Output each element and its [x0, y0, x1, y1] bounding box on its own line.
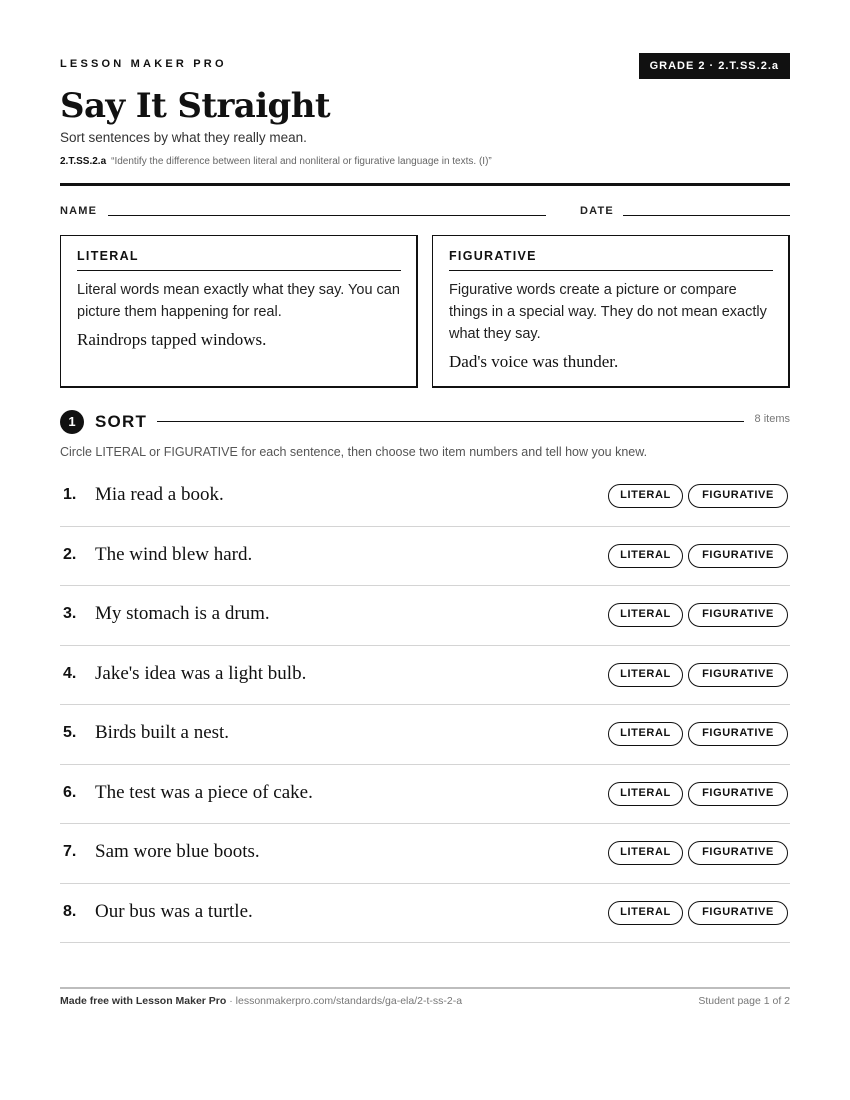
- item-number: 7.: [63, 843, 77, 860]
- literal-option[interactable]: LITERAL: [608, 722, 683, 746]
- literal-definition: Literal words mean exactly what they say. You can picture them happening for real.: [77, 282, 400, 320]
- figurative-option[interactable]: FIGURATIVE: [688, 841, 788, 865]
- header-divider: [60, 183, 790, 186]
- item-number: 1.: [63, 486, 77, 503]
- standard-code: 2.T.SS.2.a: [60, 156, 107, 167]
- item-number: 5.: [63, 724, 77, 741]
- page-title: Say It Straight: [60, 86, 330, 126]
- figurative-option[interactable]: FIGURATIVE: [688, 603, 788, 627]
- section-divider: [157, 421, 744, 422]
- standard-text: “Identify the difference between literal and nonliteral or figurative language in texts. (I)”: [111, 156, 492, 167]
- grade-badge: GRADE 2 · 2.T.SS.2.a: [639, 53, 790, 79]
- item-list: [60, 467, 790, 943]
- footer-credit: [60, 995, 462, 1007]
- date-label: DATE: [580, 205, 614, 217]
- name-field[interactable]: [108, 215, 546, 216]
- figurative-option[interactable]: FIGURATIVE: [688, 901, 788, 925]
- section-title: SORT: [95, 412, 148, 431]
- literal-heading: LITERAL: [77, 249, 401, 271]
- footer-divider: [60, 987, 790, 989]
- list-item: [60, 467, 790, 527]
- figurative-heading: FIGURATIVE: [449, 249, 773, 271]
- item-number: 2.: [63, 545, 77, 563]
- worksheet-page: [60, 0, 790, 1100]
- item-sentence: Mia read a book.: [95, 484, 224, 505]
- literal-option[interactable]: LITERAL: [608, 603, 683, 627]
- figurative-option[interactable]: FIGURATIVE: [688, 544, 788, 568]
- list-item: [60, 705, 790, 765]
- footer-url: · lessonmakerpro.com/standards/ga-ela/2-t-ss-2-a: [226, 995, 463, 1007]
- item-sentence: Birds built a nest.: [95, 722, 230, 743]
- figurative-definition-box: [432, 235, 790, 388]
- page-subtitle: Sort sentences by what they really mean.: [60, 130, 307, 145]
- figurative-option[interactable]: FIGURATIVE: [688, 663, 788, 687]
- figurative-example: Dad's voice was thunder.: [449, 352, 619, 371]
- item-sentence: Our bus was a turtle.: [95, 900, 253, 922]
- instructions: Circle LITERAL or FIGURATIVE for each sentence, then choose two item numbers and tell how you knew.: [60, 445, 648, 459]
- figurative-option[interactable]: FIGURATIVE: [688, 722, 788, 746]
- list-item: [60, 586, 790, 646]
- literal-option[interactable]: LITERAL: [608, 901, 683, 925]
- literal-example: Raindrops tapped windows.: [77, 330, 267, 349]
- item-number: 4.: [63, 664, 77, 682]
- literal-option[interactable]: LITERAL: [608, 663, 683, 687]
- figurative-option[interactable]: FIGURATIVE: [688, 782, 788, 806]
- name-label: NAME: [60, 205, 98, 217]
- item-sentence: The test was a piece of cake.: [95, 781, 313, 803]
- footer-made-with: Made free with Lesson Maker Pro: [60, 995, 227, 1007]
- literal-option[interactable]: LITERAL: [608, 841, 683, 865]
- list-item: [60, 646, 790, 706]
- literal-option[interactable]: LITERAL: [608, 782, 683, 806]
- item-number: 8.: [63, 902, 77, 920]
- list-item: [60, 884, 790, 944]
- figurative-definition: Figurative words create a picture or compare things in a special way. They do not mean exactly what they say.: [449, 282, 767, 342]
- list-item: [60, 824, 790, 884]
- item-sentence: My stomach is a drum.: [95, 603, 270, 624]
- list-item: [60, 527, 790, 587]
- item-sentence: Jake's idea was a light bulb.: [95, 662, 307, 684]
- item-sentence: The wind blew hard.: [95, 543, 253, 565]
- item-number: 6.: [63, 783, 77, 801]
- literal-definition-box: [60, 235, 418, 388]
- figurative-option[interactable]: FIGURATIVE: [688, 484, 788, 508]
- section-number-badge: 1: [60, 410, 84, 434]
- literal-option[interactable]: LITERAL: [608, 484, 683, 508]
- item-count: 8 items: [754, 413, 790, 425]
- item-number: 3.: [63, 605, 77, 622]
- brand-name: LESSON MAKER PRO: [60, 58, 227, 70]
- page-indicator: Student page 1 of 2: [698, 995, 790, 1007]
- date-field[interactable]: [623, 215, 790, 216]
- literal-option[interactable]: LITERAL: [608, 544, 683, 568]
- standard-line: [60, 156, 492, 167]
- item-sentence: Sam wore blue boots.: [95, 841, 260, 862]
- list-item: [60, 765, 790, 825]
